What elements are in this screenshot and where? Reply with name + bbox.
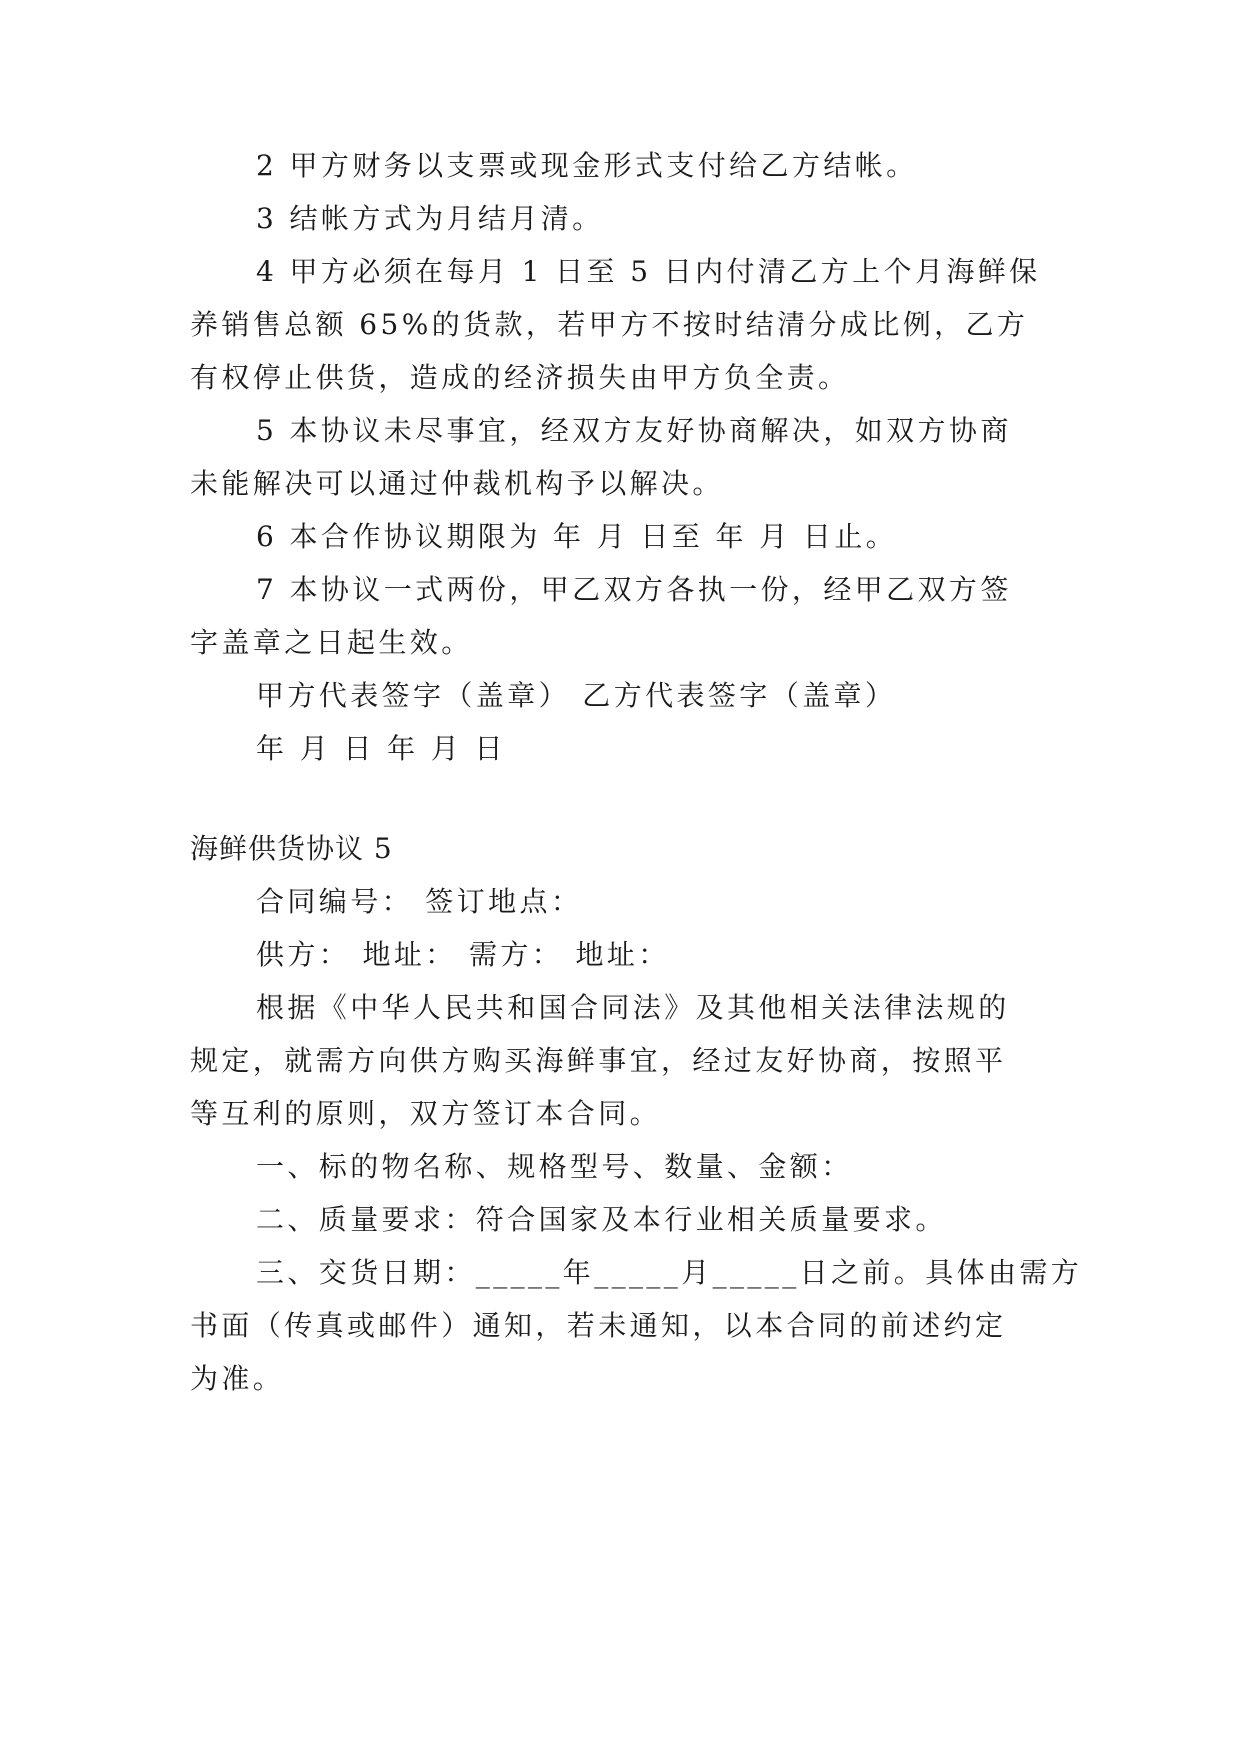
signature-line: 甲方代表签字（盖章） 乙方代表签字（盖章） bbox=[256, 679, 897, 712]
clause-6-text: 6 本合作协议期限为 年 月 日至 年 月 日止。 bbox=[256, 520, 898, 553]
clause-three-line-2: 书面（传真或邮件）通知，若未通知，以本合同的前述约定 bbox=[190, 1309, 1007, 1342]
basis-line-2: 规定，就需方向供方购买海鲜事宜，经过友好协商，按照平 bbox=[190, 1044, 1007, 1077]
contract-number-place: 合同编号： 签订地点： bbox=[256, 885, 583, 918]
basis-line-3: 等互利的原则，双方签订本合同。 bbox=[190, 1097, 662, 1130]
signature-date-line: 年 月 日 年 月 日 bbox=[256, 732, 506, 765]
clause-three-line-3: 为准。 bbox=[190, 1362, 285, 1395]
clause-7-line-2: 字盖章之日起生效。 bbox=[190, 626, 473, 659]
clause-7-line-1: 7 本协议一式两份，甲乙双方各执一份，经甲乙双方签 bbox=[256, 573, 1012, 606]
clause-one: 一、标的物名称、规格型号、数量、金额： bbox=[256, 1150, 853, 1183]
clause-5-line-1: 5 本协议未尽事宜，经双方友好协商解决，如双方协商 bbox=[256, 414, 1012, 447]
clause-3-text: 3 结帐方式为月结月清。 bbox=[256, 202, 604, 235]
clause-5-line-2: 未能解决可以通过仲裁机构予以解决。 bbox=[190, 467, 724, 500]
basis-line-1: 根据《中华人民共和国合同法》及其他相关法律法规的 bbox=[256, 991, 1010, 1024]
clause-two: 二、质量要求：符合国家及本行业相关质量要求。 bbox=[256, 1203, 947, 1236]
clause-2-text: 2 甲方财务以支票或现金形式支付给乙方结帐。 bbox=[256, 149, 918, 182]
parties-line: 供方： 地址： 需方： 地址： bbox=[256, 938, 670, 971]
clause-three-line-1: 三、交货日期：_____年_____月_____日之前。具体由需方 bbox=[256, 1256, 1083, 1289]
clause-4-line-1: 4 甲方必须在每月 1 日至 5 日内付清乙方上个月海鲜保 bbox=[256, 255, 1041, 288]
clause-4-line-2: 养销售总额 65%的货款，若甲方不按时结清分成比例，乙方 bbox=[190, 308, 1029, 341]
clause-4-line-3: 有权停止供货，造成的经济损失由甲方负全责。 bbox=[190, 361, 850, 394]
agreement-title: 海鲜供货协议 5 bbox=[190, 832, 393, 865]
